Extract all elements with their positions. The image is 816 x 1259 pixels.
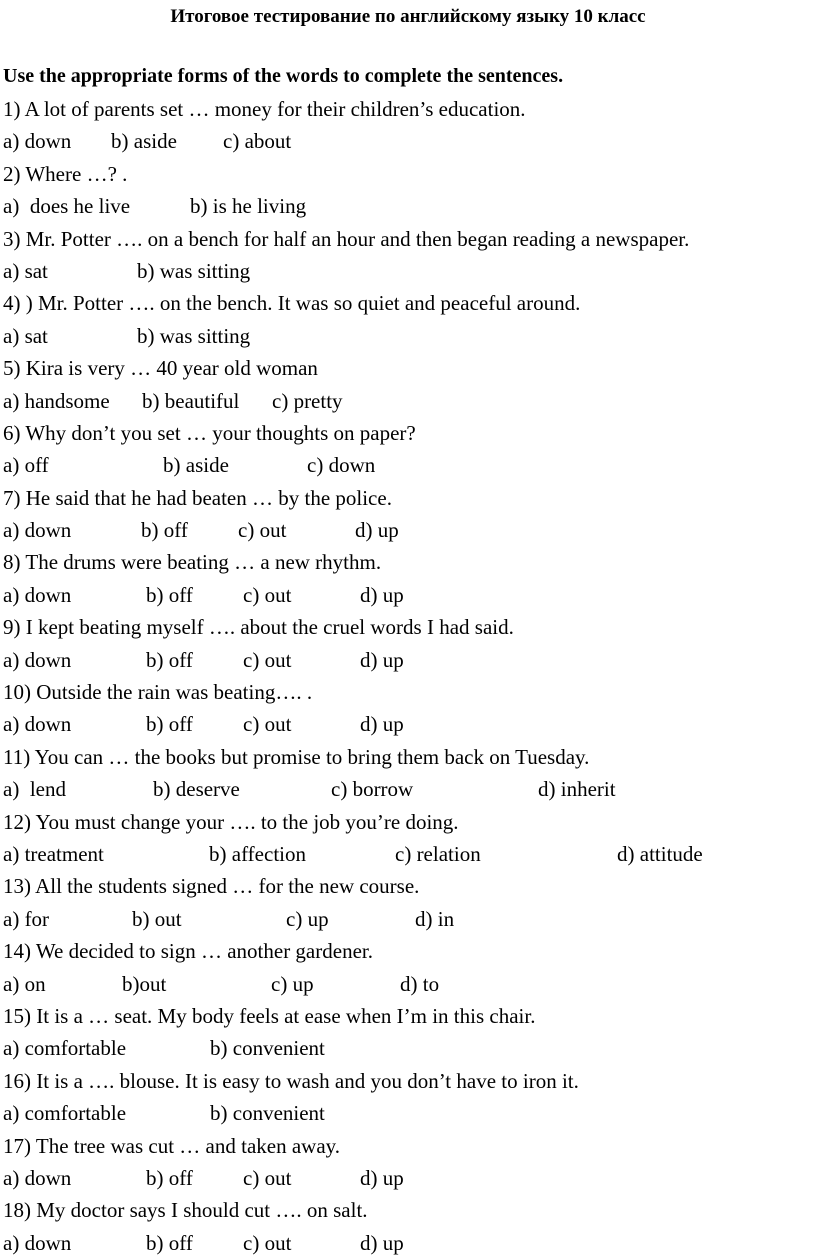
- answer-option: a) down: [3, 129, 72, 154]
- answer-option: d) up: [360, 1230, 404, 1255]
- question-text: 12) You must change your …. to the job you’re doing.: [3, 809, 459, 834]
- answer-option: a) down: [3, 1165, 72, 1190]
- answer-option: a) down: [3, 647, 72, 672]
- answer-options: [3, 644, 813, 676]
- question-item: [3, 806, 813, 871]
- answer-option: b) off: [146, 1165, 193, 1190]
- question-item: [3, 1065, 813, 1130]
- question-item: [3, 676, 813, 741]
- answer-options: [3, 514, 813, 546]
- question-item: [3, 1000, 813, 1065]
- question-item: [3, 611, 813, 676]
- question-item: [3, 158, 813, 223]
- question-text: 7) He said that he had beaten … by the police.: [3, 485, 392, 510]
- question-text: 17) The tree was cut … and taken away.: [3, 1133, 341, 1158]
- answer-option: b) convenient: [210, 1036, 325, 1061]
- answer-option: b) was sitting: [137, 323, 251, 348]
- answer-option: b) beautiful: [142, 388, 240, 413]
- question-item: [3, 417, 813, 482]
- answer-option: d) inherit: [538, 777, 616, 802]
- question-item: [3, 1194, 813, 1259]
- answer-option: b) is he living: [190, 194, 307, 219]
- answer-option: a) comfortable: [3, 1036, 127, 1061]
- question-text: 2) Where …? .: [3, 161, 128, 186]
- page-title: Итоговое тестирование по английскому языку 10 класс: [170, 6, 646, 27]
- answer-option: b) aside: [111, 129, 177, 154]
- answer-option: b) off: [141, 518, 188, 543]
- answer-option: d) up: [360, 647, 404, 672]
- question-text: 15) It is a … seat. My body feels at ease when I’m in this chair.: [3, 1003, 536, 1028]
- answer-option: c) down: [307, 453, 376, 478]
- answer-option: c) relation: [395, 841, 481, 866]
- question-text: 3) Mr. Potter …. on a bench for half an hour and then began reading a newspaper.: [3, 226, 690, 251]
- answer-option: a) sat: [3, 258, 48, 283]
- answer-option: a) treatment: [3, 841, 104, 866]
- question-text: 9) I kept beating myself …. about the cruel words I had said.: [3, 615, 514, 640]
- answer-option: a) handsome: [3, 388, 110, 413]
- answer-option: a) lend: [3, 777, 66, 802]
- answer-options: [3, 1162, 813, 1194]
- answer-options: [3, 773, 813, 805]
- question-text: 5) Kira is very … 40 year old woman: [3, 356, 318, 381]
- question-item: [3, 223, 813, 288]
- question-text: 16) It is a …. blouse. It is easy to wash and you don’t have to iron it.: [3, 1068, 579, 1093]
- question-item: [3, 287, 813, 352]
- answer-option: a) comfortable: [3, 1101, 127, 1126]
- question-text: 8) The drums were beating … a new rhythm.: [3, 550, 382, 575]
- question-item: [3, 482, 813, 547]
- question-list: [3, 93, 813, 1259]
- answer-option: a) for: [3, 906, 50, 931]
- answer-option: a) on: [3, 971, 46, 996]
- question-item: [3, 741, 813, 806]
- answer-options: [3, 190, 813, 222]
- question-text: 10) Outside the rain was beating…. .: [3, 680, 313, 705]
- answer-option: b) out: [132, 906, 182, 931]
- answer-option: b) off: [146, 712, 193, 737]
- answer-option: d) up: [360, 1165, 404, 1190]
- answer-options: [3, 1227, 813, 1259]
- answer-option: a) does he live: [3, 194, 131, 219]
- question-item: [3, 546, 813, 611]
- answer-option: a) off: [3, 453, 49, 478]
- answer-option: d) up: [355, 518, 399, 543]
- answer-option: b) off: [146, 582, 193, 607]
- answer-option: c) about: [223, 129, 292, 154]
- question-text: 6) Why don’t you set … your thoughts on paper?: [3, 420, 416, 445]
- answer-option: b) affection: [209, 841, 306, 866]
- answer-option: c) out: [238, 518, 287, 543]
- answer-options: [3, 838, 813, 870]
- answer-option: b) off: [146, 647, 193, 672]
- answer-options: [3, 449, 813, 481]
- answer-options: [3, 968, 813, 1000]
- answer-option: c) up: [271, 971, 314, 996]
- answer-option: d) up: [360, 712, 404, 737]
- question-item: [3, 870, 813, 935]
- answer-option: d) in: [415, 906, 455, 931]
- answer-options: [3, 385, 813, 417]
- question-text: 1) A lot of parents set … money for their children’s education.: [3, 97, 526, 121]
- answer-options: [3, 708, 813, 740]
- answer-option: d) up: [360, 582, 404, 607]
- question-text: 14) We decided to sign … another gardener.: [3, 939, 373, 964]
- answer-option: d) to: [400, 971, 440, 996]
- answer-options: [3, 1032, 813, 1064]
- question-item: [3, 1130, 813, 1195]
- answer-option: c) borrow: [331, 777, 414, 802]
- answer-option: b) convenient: [210, 1101, 325, 1126]
- answer-option: b) was sitting: [137, 258, 251, 283]
- answer-option: a) down: [3, 1230, 72, 1255]
- answer-option: d) attitude: [617, 841, 703, 866]
- answer-option: c) out: [243, 582, 292, 607]
- answer-option: b) deserve: [153, 777, 240, 802]
- answer-options: [3, 1097, 813, 1129]
- answer-option: c) out: [243, 1165, 292, 1190]
- question-text: 18) My doctor says I should cut …. on salt.: [3, 1198, 368, 1223]
- answer-option: a) sat: [3, 323, 48, 348]
- answer-option: a) down: [3, 712, 72, 737]
- answer-option: b) aside: [163, 453, 229, 478]
- answer-options: [3, 320, 813, 352]
- answer-options: [3, 255, 813, 287]
- answer-option: a) down: [3, 582, 72, 607]
- question-text: 13) All the students signed … for the new course.: [3, 874, 420, 899]
- question-text: 11) You can … the books but promise to bring them back on Tuesday.: [3, 744, 590, 769]
- answer-option: b)out: [122, 971, 167, 996]
- answer-option: c) up: [286, 906, 329, 931]
- answer-options: [3, 903, 813, 935]
- instruction: Use the appropriate forms of the words to complete the sentences.: [3, 65, 564, 87]
- answer-option: c) out: [243, 647, 292, 672]
- answer-option: c) out: [243, 712, 292, 737]
- answer-options: [3, 579, 813, 611]
- question-item: [3, 93, 813, 158]
- question-item: [3, 935, 813, 1000]
- question-item: [3, 352, 813, 417]
- answer-option: c) pretty: [272, 388, 343, 413]
- answer-options: [3, 125, 813, 157]
- answer-option: c) out: [243, 1230, 292, 1255]
- answer-option: a) down: [3, 518, 72, 543]
- question-text: 4) ) Mr. Potter …. on the bench. It was so quiet and peaceful around.: [3, 291, 581, 316]
- answer-option: b) off: [146, 1230, 193, 1255]
